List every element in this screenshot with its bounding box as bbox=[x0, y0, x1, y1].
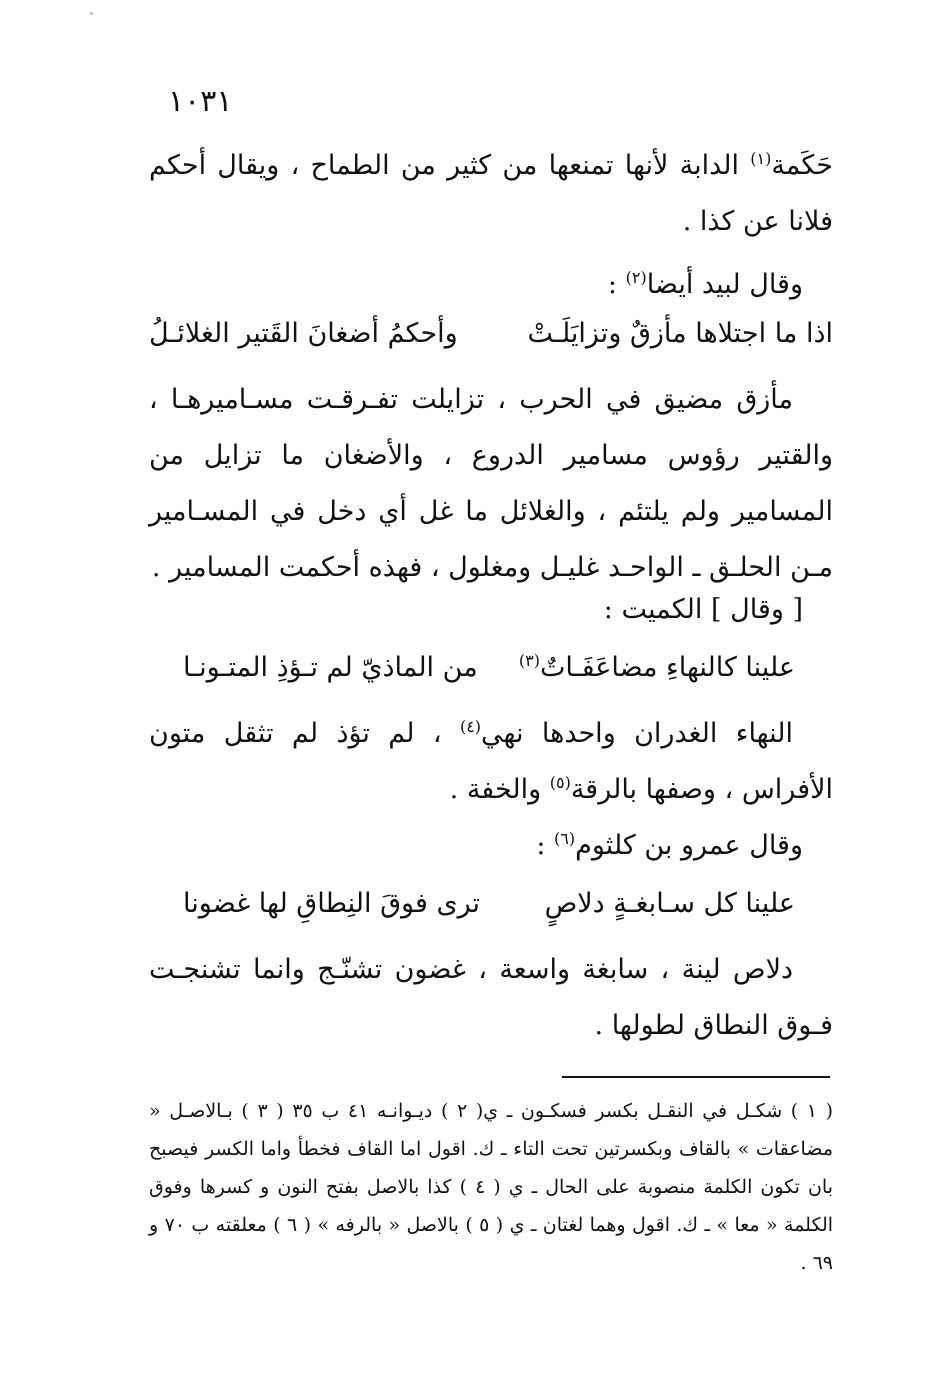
paragraph-text-end: الدابة لأنها تمنعها من كثير من الطماح ، ويقال أحكم فلانا عن كذا . bbox=[149, 150, 833, 237]
paragraph-text-start: حَكَمة bbox=[771, 150, 833, 181]
footnote-divider bbox=[562, 1076, 830, 1078]
verse-kumait-second-hemistich: من الماذيّ لم تـؤذِ المتـونـا bbox=[183, 652, 478, 683]
verse-kumait-first-hemistich bbox=[519, 646, 795, 690]
verse-labid-second-hemistich: وأحكمُ أضغانَ القَتير الغلائـلُ bbox=[149, 318, 458, 349]
intro-amr-text: وقال عمرو بن كلثوم bbox=[575, 830, 803, 861]
footnote-marker-3: (٣) bbox=[518, 651, 541, 670]
verse-labid bbox=[149, 312, 833, 356]
gloss-labid: مأزق مضيق في الحرب ، تزايلت تفـرقـت مسـاميرهـا ، والقتير رؤوس مسامير الدروع ، والأضغان ما تزايل من المسامير ولم يلتئم ، والغلائل ما غل أي دخل في المسـامير مـن الحلـق ـ الواحـد غليـل ومغلول ، فهذه أحكمت المسامير . bbox=[149, 384, 833, 583]
intro-kumait: [ وقال ] الكميت : bbox=[603, 594, 803, 625]
verse-labid-first-hemistich: اذا ما اجتلاها مأزقٌ وتزايَلَـتْ bbox=[527, 318, 833, 349]
footnote-marker-1: (١) bbox=[750, 149, 772, 168]
intro-labid-colon: : bbox=[607, 269, 626, 300]
gloss-amr: دلاص لينة ، سابغة واسعة ، غضون تشنّـج وانما تشنجـت فـوق النطاق لطولها . bbox=[149, 954, 833, 1041]
verse-kumait-first-text: علينا كالنهاءِ مضاعَفَـاتٌ bbox=[540, 652, 795, 683]
footnote-marker-2: (٢) bbox=[625, 268, 647, 287]
gloss-kumait-text-start: النهاء الغدران واحدها نهي bbox=[481, 718, 793, 749]
scan-speck bbox=[90, 12, 93, 15]
verse-amr-second-hemistich: ترى فوقَ النِطاقِ لها غضونا bbox=[183, 888, 480, 919]
footnotes: ( ١ ) شكـل في النقـل بكسر فسكـون ـ ي( ٢ ) ديـوانـه ٤١ ب ٣٥ ( ٣ ) بـالاصـل « مضاعقات » بالقاف وبكسرتين تحت التاء ـ ك. اقول اما القاف فخطأ واما الكسر فيصبح بان تكون الكلمة منصوبة على الحال ـ ي ( ٤ ) كذا بالاصل بفتح النون و كسرها وفوق الكلمة « معا » ـ ك. اقول وهما لغتان ـ ي ( ٥ ) بالاصل « بالرفه » ( ٦ ) معلقته ب ٧٠ و ٦٩ . bbox=[149, 1100, 834, 1274]
footnote-marker-4: (٤) bbox=[459, 717, 482, 736]
intro-labid bbox=[608, 265, 803, 305]
verse-kumait bbox=[149, 646, 833, 690]
gloss-kumait bbox=[149, 706, 833, 818]
intro-amr bbox=[536, 826, 803, 866]
page-number: ١٠٣١ bbox=[168, 84, 233, 119]
verse-amr bbox=[149, 882, 833, 926]
intro-amr-colon: : bbox=[536, 830, 555, 861]
footnote-marker-6: (٦) bbox=[554, 829, 576, 848]
gloss-kumait-text-middle: ، لم تؤذ لم تثقل متون الأفراس ، وصفها بالرقة bbox=[149, 718, 833, 805]
gloss-kumait-text-end: والخفة . bbox=[449, 774, 550, 805]
paragraph-hakama bbox=[149, 138, 833, 250]
verse-amr-first-hemistich: علينا كل سـابغـةٍ دلاصٍ bbox=[544, 888, 795, 919]
footnote-marker-5: (٥) bbox=[549, 773, 571, 792]
intro-labid-text: وقال لبيد أيضا bbox=[646, 269, 803, 300]
